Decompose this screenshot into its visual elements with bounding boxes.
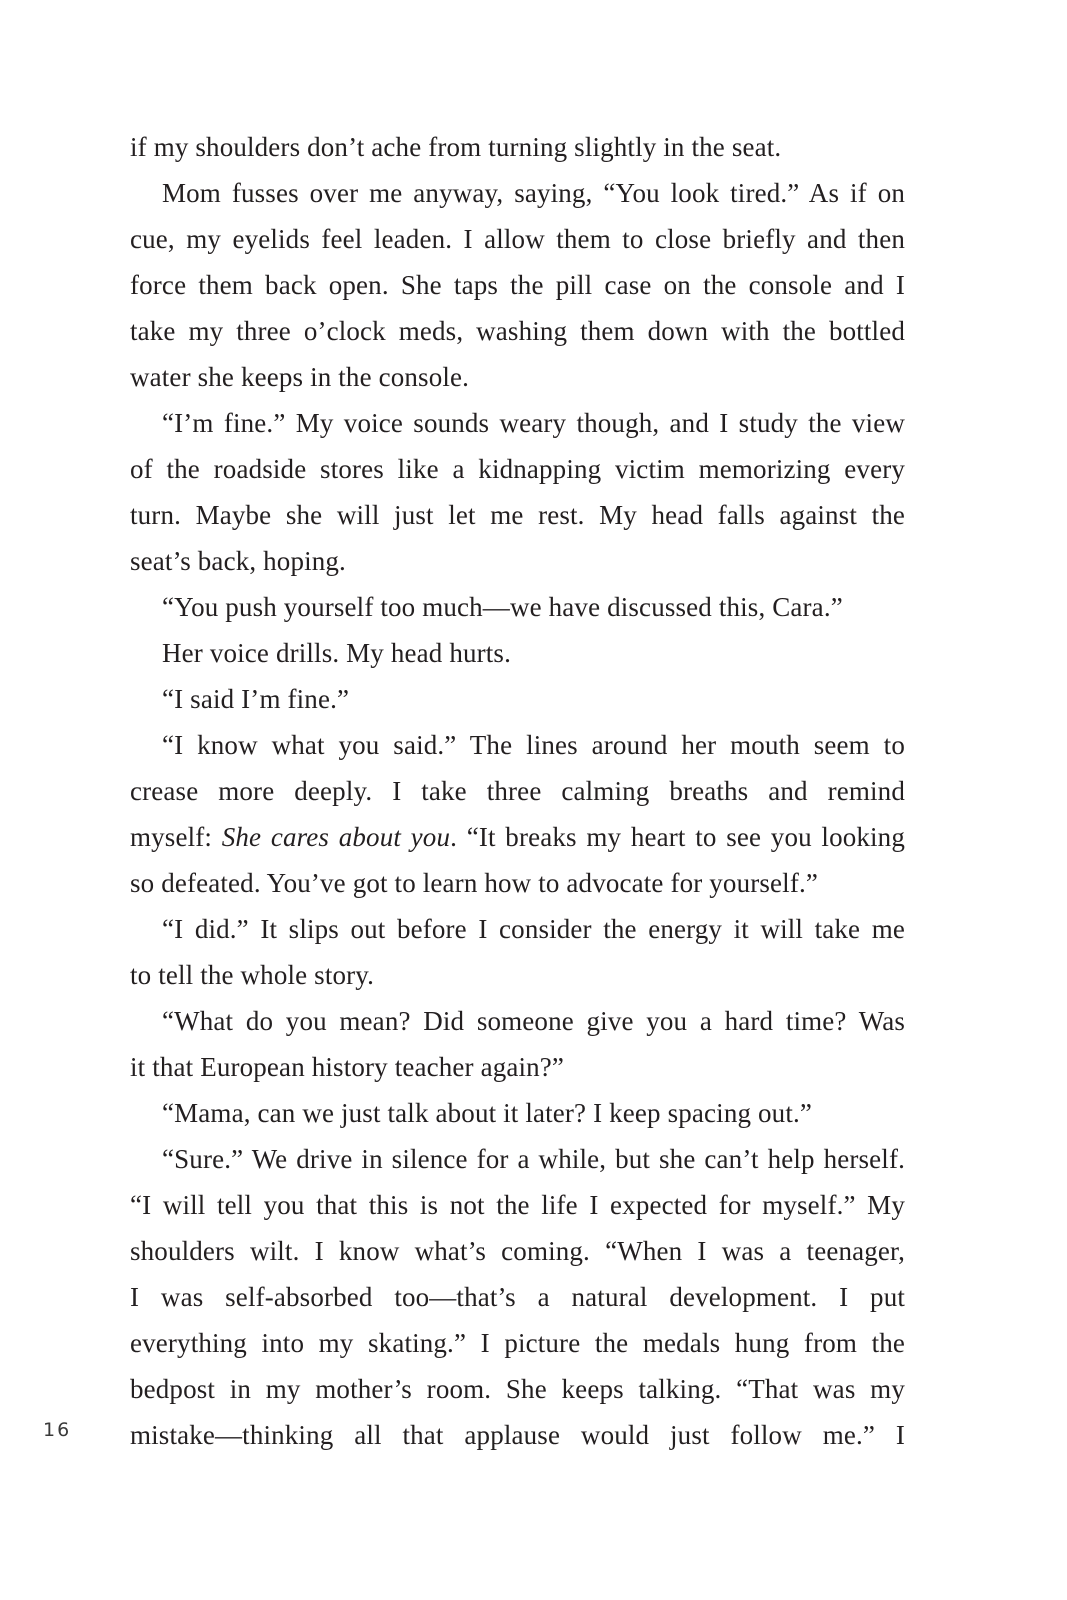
text-line: “I did.” It slips out before I consider the energy it will take me — [162, 914, 905, 944]
text-line: force them back open. She taps the pill case on the console and I — [130, 270, 905, 300]
text-line — [130, 814, 905, 860]
text-line: “You push yourself too much—we have discussed this, Cara.” — [162, 592, 843, 622]
text-line: shoulders wilt. I know what’s coming. “When I was a teenager, — [130, 1236, 905, 1266]
line-text-before-italic: myself: — [130, 822, 222, 852]
text-line: seat’s back, hoping. — [130, 546, 346, 576]
text-line: it that European history teacher again?” — [130, 1052, 565, 1082]
text-line: so defeated. You’ve got to learn how to advocate for yourself.” — [130, 868, 818, 898]
text-line: everything into my skating.” I picture the medals hung from the — [130, 1328, 905, 1358]
text-line: “I’m fine.” My voice sounds weary though, and I study the view — [162, 408, 905, 438]
text-line: “I said I’m fine.” — [162, 684, 350, 714]
page-number: 16 — [43, 1419, 72, 1441]
text-line: if my shoulders don’t ache from turning slightly in the seat. — [130, 132, 782, 162]
text-line: cue, my eyelids feel leaden. I allow them to close briefly and then — [130, 224, 905, 254]
body-text — [130, 124, 905, 1458]
text-line: Mom fusses over me anyway, saying, “You look tired.” As if on — [162, 178, 905, 208]
text-line: I was self-absorbed too—that’s a natural development. I put — [130, 1282, 905, 1312]
italic-phrase: She cares about you — [221, 822, 451, 852]
text-line: “I know what you said.” The lines around her mouth seem to — [162, 730, 905, 760]
text-line: “What do you mean? Did someone give you a hard time? Was — [162, 1006, 905, 1036]
text-line: take my three o’clock meds, washing them down with the bottled — [130, 316, 905, 346]
text-line: mistake—thinking all that applause would just follow me.” I — [130, 1420, 905, 1450]
text-line: “Sure.” We drive in silence for a while, but she can’t help herself. — [162, 1144, 905, 1174]
text-line: crease more deeply. I take three calming breaths and remind — [130, 776, 905, 806]
text-line: to tell the whole story. — [130, 960, 375, 990]
text-line: water she keeps in the console. — [130, 362, 470, 392]
line-text-after-italic: . “It breaks my heart to see you looking — [450, 822, 905, 852]
text-line: of the roadside stores like a kidnapping victim memorizing every — [130, 454, 905, 484]
text-line: bedpost in my mother’s room. She keeps talking. “That was my — [130, 1374, 905, 1404]
text-line: “Mama, can we just talk about it later? I keep spacing out.” — [162, 1098, 813, 1128]
text-line: “I will tell you that this is not the life I expected for myself.” My — [130, 1190, 905, 1220]
text-line: Her voice drills. My head hurts. — [162, 638, 511, 668]
text-line: turn. Maybe she will just let me rest. My head falls against the — [130, 500, 905, 530]
